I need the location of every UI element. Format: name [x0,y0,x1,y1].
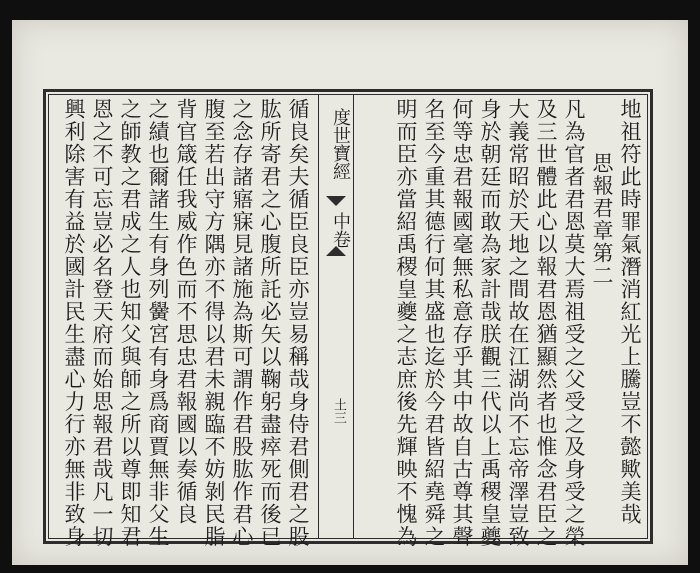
left-page-column-2: 肱所寄君之心腹所託必矢以鞠躬盡瘁死而後已 [258,98,282,548]
left-page-column-6: 之績也爾諸生有身列黌宮有身爲商賈無非父生 [146,98,170,548]
folio-number: 土三 [331,398,346,424]
right-page-column-4: 及三世體此心以報君恩猶顯然者也惟念君臣之 [534,98,558,548]
left-page-column-9: 興利除害有益於國計民生盡心力行亦無非致身 [62,98,86,548]
right-page-column-7: 何等忠君報國毫無私意存乎其中故自古尊其聲 [450,98,474,548]
left-page-column-3: 之念存諸寤寐見諸施為斯可謂作君股肱作君心 [230,98,254,548]
volume-label: 中卷 [330,212,351,248]
left-page-column-4: 腹至若出守方隅亦不得以君未親臨不妨剝民脂 [202,98,226,548]
right-page-column-9: 明而臣亦當紹禹稷皇夔之志庶後先輝映不愧為 [394,98,418,548]
right-page-column-5: 大義常昭於天地之間故在江湖尚不忘帝澤豈致 [506,98,530,548]
left-page-column-7: 之師教之君成之人也知父與師之所以尊即知君 [118,98,142,548]
right-page-column-1: 地祖符此時罪氣潛消紅光上騰豈不懿歟美哉 [618,98,642,526]
left-page-column-5: 背官箴任我威作色而不思忠君報國以奏循良 [174,98,198,526]
left-page-column-8: 恩之不可忘豈必名登天府而始思報君哉凡一切 [90,98,114,548]
right-page-column-6: 身於朝廷而敢為家計哉朕觀三代以上禹稷皇夔 [478,98,502,548]
right-page-column-8: 名至今重其德行何其盛也迄於今君皆紹堯舜之 [422,98,446,548]
right-page-column-3: 凡為官者君恩莫大焉祖受之父受之及身受之榮 [562,98,586,548]
book-title: 度世寶經 [330,108,351,180]
left-page-column-1: 循良矣夫循臣良臣亦豈易稱哉身侍君側君之股 [286,98,310,548]
chapter-heading: 思報君章第二 [590,152,614,287]
